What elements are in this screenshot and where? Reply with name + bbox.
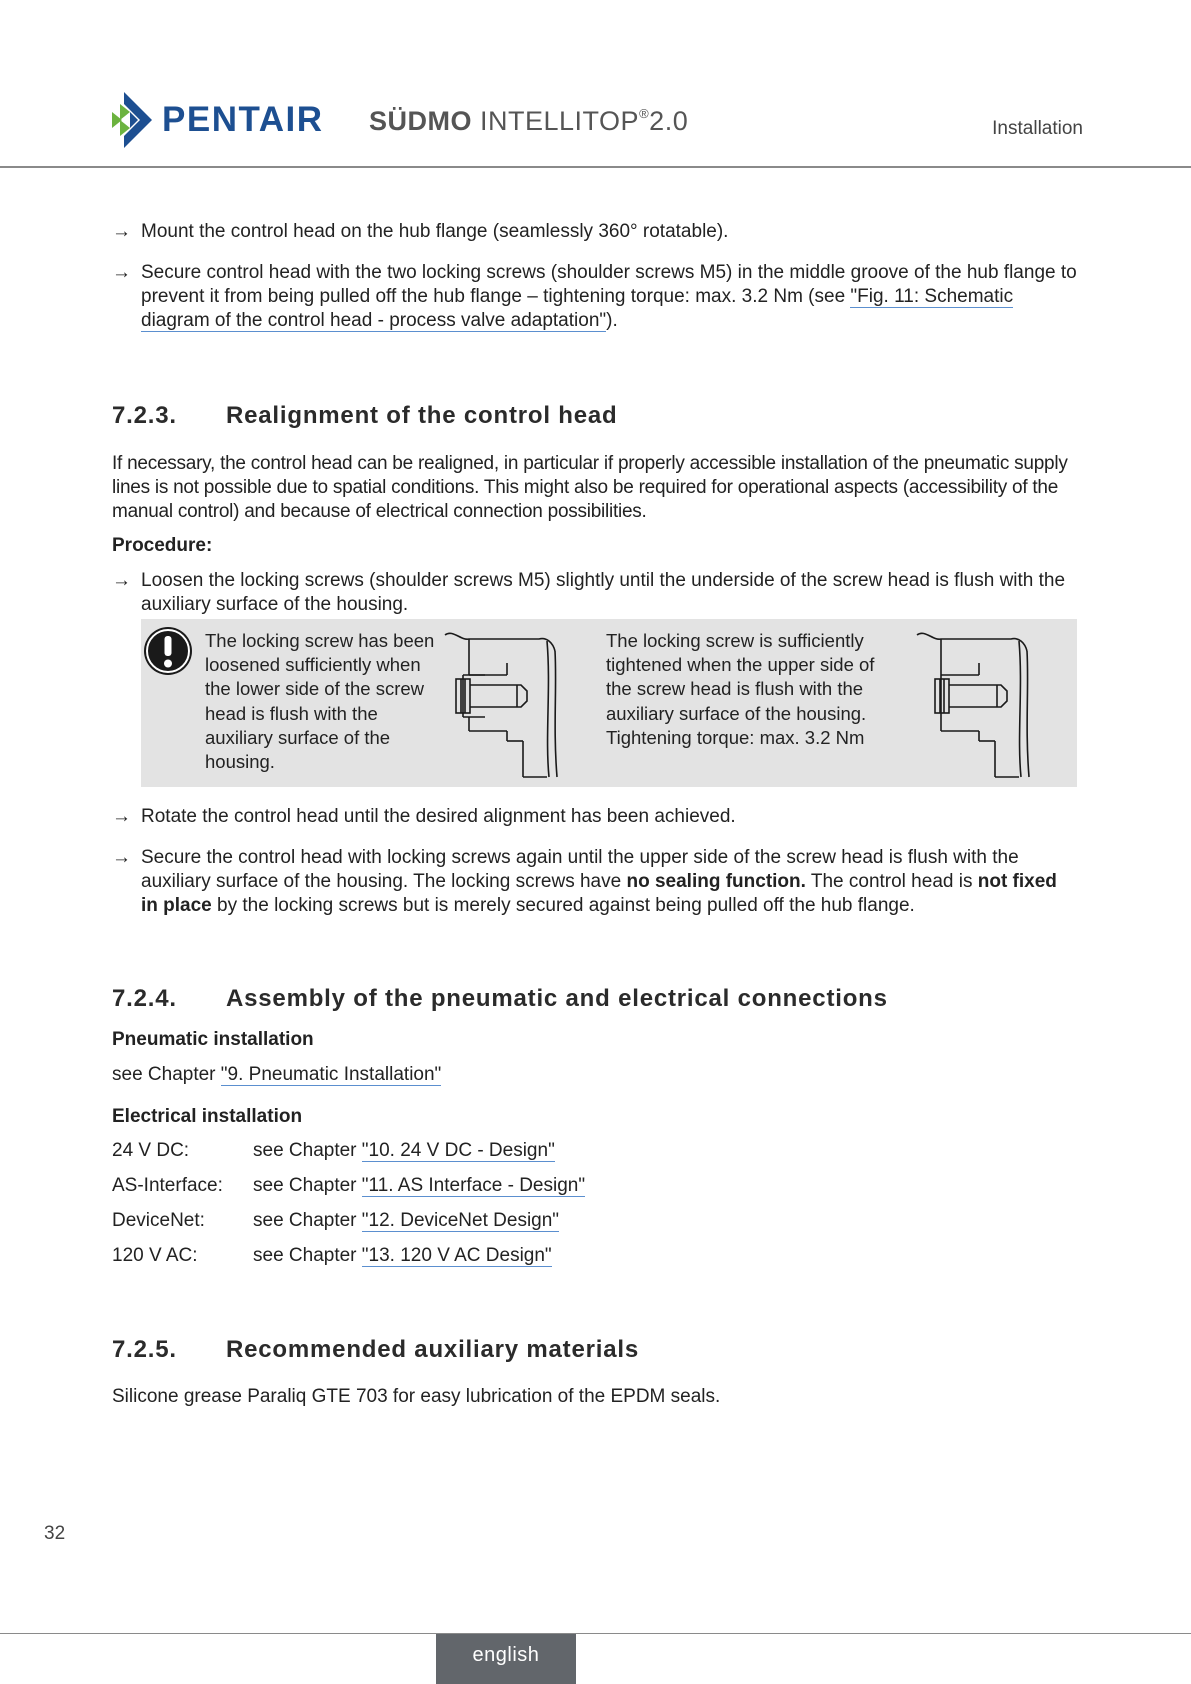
product-name: SÜDMO INTELLITOP®2.0 xyxy=(369,106,689,136)
chapter-10-link[interactable]: "10. 24 V DC - Design" xyxy=(361,1140,555,1161)
arrow-icon: → xyxy=(112,806,131,827)
language-tab[interactable]: english xyxy=(436,1634,576,1684)
brand-name: PENTAIR xyxy=(162,100,324,139)
section-heading-723: 7.2.3. Realignment of the control head xyxy=(112,402,618,429)
section-heading-724: 7.2.4. Assembly of the pneumatic and electrical connections xyxy=(112,985,888,1012)
page-number: 32 xyxy=(44,1523,66,1544)
screw-tightened-diagram xyxy=(913,627,1043,779)
header-section-title: Installation xyxy=(992,118,1083,139)
pneumatic-chapter-link[interactable]: "9. Pneumatic Installation" xyxy=(220,1064,442,1085)
notice-box xyxy=(141,619,1077,787)
electrical-row: 120 V AC: see Chapter "13. 120 V AC Design" xyxy=(112,1245,552,1266)
chapter-11-link[interactable]: "11. AS Interface - Design" xyxy=(361,1175,586,1196)
electrical-label: Electrical installation xyxy=(112,1106,303,1127)
header-divider xyxy=(0,166,1191,168)
step-mount: → Mount the control head on the hub flange (seamlessly 360° rotatable). xyxy=(112,221,729,242)
screw-loosened-diagram xyxy=(443,627,573,779)
notice-text-loosened: The locking screw has been loosened sufficiently when the lower side of the screw head is flush with the auxiliary surface of the housing. xyxy=(205,630,435,773)
page-header xyxy=(0,0,1191,168)
arrow-icon: → xyxy=(112,570,131,591)
step-rotate: → Rotate the control head until the desired alignment has been achieved. xyxy=(112,806,736,827)
exclamation-icon xyxy=(142,625,194,677)
procedure-label: Procedure: xyxy=(112,535,213,556)
pneumatic-reference: see Chapter "9. Pneumatic Installation" xyxy=(112,1064,442,1085)
notice-text-tightened: The locking screw is sufficiently tightened when the upper side of the screw head is flush with the auxiliary surface of the housing. Tightening torque: max. 3.2 Nm xyxy=(606,630,875,748)
footer-divider xyxy=(0,1633,1191,1634)
fig11-link[interactable]: "Fig. 11: Schematic diagram of the control head - process valve adaptation" xyxy=(141,286,1014,331)
electrical-row: DeviceNet: see Chapter "12. DeviceNet Design" xyxy=(112,1210,560,1231)
paragraph-auxiliary: Silicone grease Paraliq GTE 703 for easy lubrication of the EPDM seals. xyxy=(112,1386,721,1407)
pentair-logo-icon xyxy=(112,92,156,148)
step-secure-again: → Secure the control head with locking screws again until the upper side of the screw head is flush with the auxiliary surface of the housing. The locking screws have no sealing function. The control head is not fixed in place by the locking screws but is merely secured against being pulled off the hub flange. xyxy=(112,847,1057,916)
chapter-13-link[interactable]: "13. 120 V AC Design" xyxy=(361,1245,552,1266)
arrow-icon: → xyxy=(112,221,131,242)
step-loosen: → Loosen the locking screws (shoulder screws M5) slightly until the underside of the screw head is flush with the auxiliary surface of the housing. xyxy=(112,570,1066,615)
chapter-12-link[interactable]: "12. DeviceNet Design" xyxy=(361,1210,560,1231)
electrical-row: 24 V DC: see Chapter "10. 24 V DC - Design" xyxy=(112,1140,555,1161)
step-secure: → Secure control head with the two locking screws (shoulder screws M5) in the middle groove of the hub flange to prevent it from being pulled off the hub flange – tightening torque: max. 3.2 Nm (see "Fig. 11: Schematic diagram of the control head - process valve adaptation"). xyxy=(112,262,1077,331)
arrow-icon: → xyxy=(112,847,131,868)
electrical-row: AS-Interface: see Chapter "11. AS Interface - Design" xyxy=(112,1175,586,1196)
pneumatic-label: Pneumatic installation xyxy=(112,1029,314,1050)
arrow-icon: → xyxy=(112,262,131,283)
page-content xyxy=(112,220,1077,1409)
section-heading-725: 7.2.5. Recommended auxiliary materials xyxy=(112,1336,639,1363)
paragraph-realignment: If necessary, the control head can be realigned, in particular if properly accessible installation of the pneumatic supply lines is not possible due to spatial conditions. This might also be required for operational aspects (accessibility of the manual control) and because of electrical connection possibilities. xyxy=(112,453,1068,522)
